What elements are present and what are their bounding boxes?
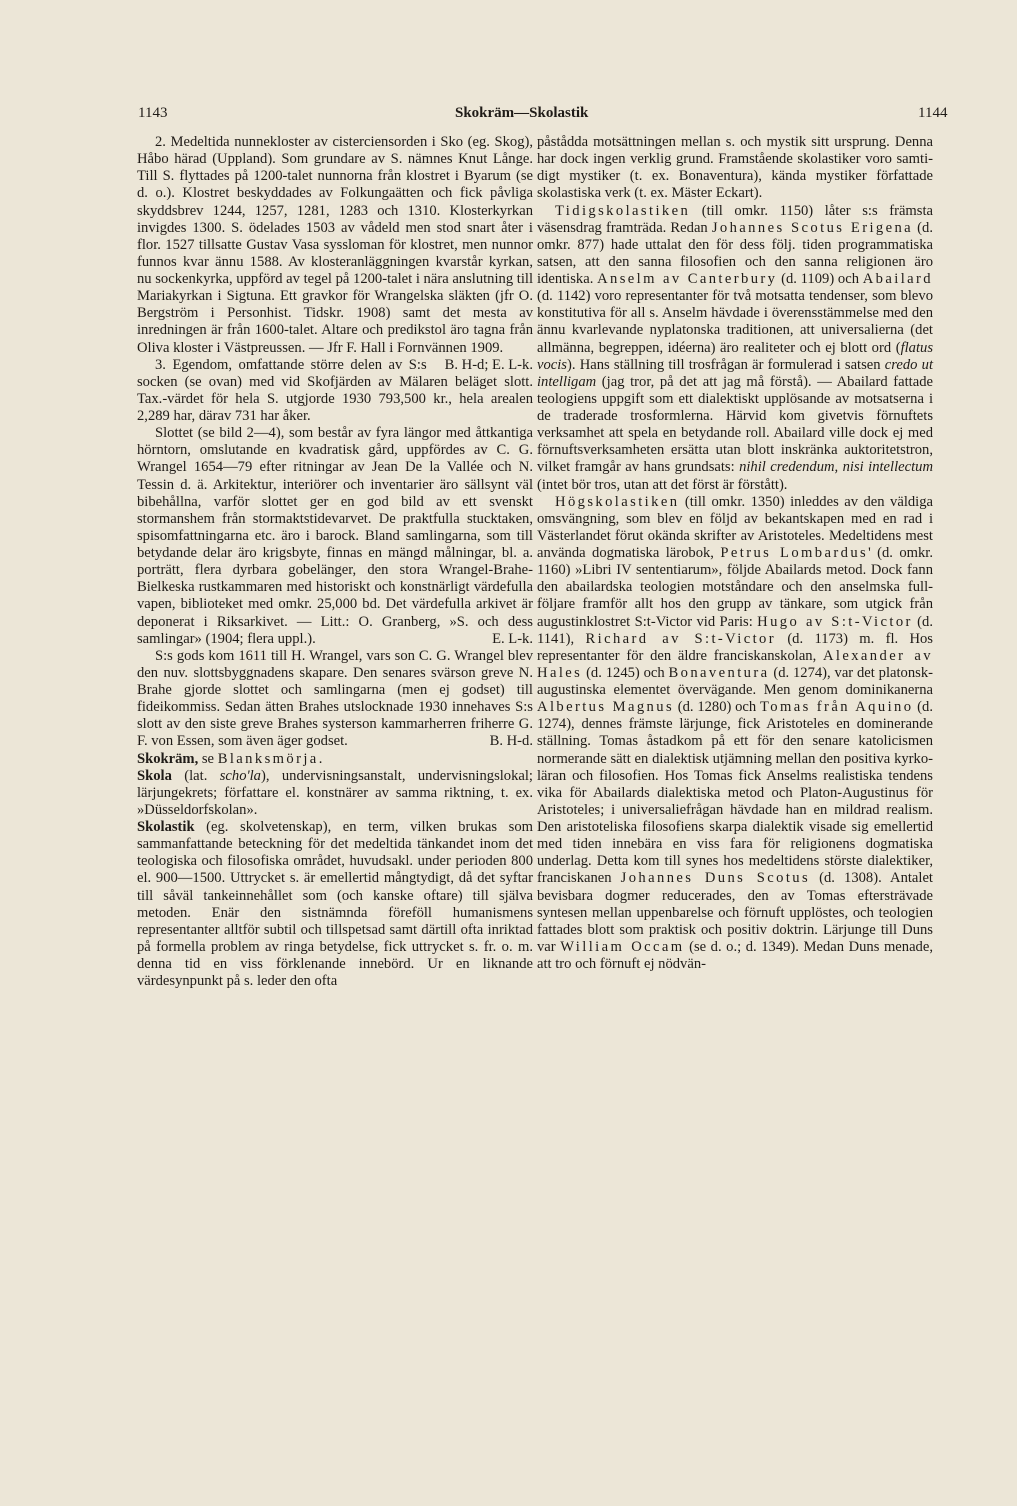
entry-paragraph-slottet: Slottet (se bild 2—4), som består av fyra längor med åttkantiga hörntorn, omslutande en kvadratisk gård, uppfördes av C. G. Wrangel 1654—79 efter ritningar av Jean De la Vallée och N. Tessin d. ä. Arkitektur, interiörer och inventarier äro sällsynt väl bibehållna, varför slottet ger en god bild av ett svenskt stormanshem från stormaktstidevarvet. De praktfulla stucktaken, spisomfattningarna etc. äro i barock. Bland samlingarna, som till betydande delar äro krigsbyte, finnas en mängd målningar, bl. a. porträtt, flera dyrbara gobelänger, den stora Wrangel-Brahe-Bielkeska rustkammaren med historiskt och konstnärligt värdefulla vapen, biblioteket med omkr. 25,000 bd. Det värdefulla arkivet är deponerat i Riksarkivet. — Litt.: O. Granberg, »S. och dess samlingar» (1904; flera uppl.). E. L-k. bbox=[137, 425, 533, 647]
entry-paragraph-continuation: påstådda motsättningen mellan s. och mystik sitt ursprung. Denna har dock ingen verklig grund. Framstående skolastiker voro samtidigt mystiker (t. ex. Bonaventura), kända mystiker författade skolastiska verk (t. ex. Mäster Eckart). bbox=[537, 134, 933, 202]
entry-paragraph-gods: S:s gods kom 1611 till H. Wrangel, vars son C. G. Wrangel blev den nuv. slottsbyggnadens skapare. Den senares svärson greve N. Brahe gjorde slottet och samlingarna (men ej godset) till fideikommiss. Sedan ätten Brahes utslocknade 1930 innehaves S:s slott av den siste greve Brahes systerson kammarherren friherre G. F. von Essen, som även äger godset. B. H-d. bbox=[137, 647, 533, 750]
entry-paragraph-hogskolastiken: Högskolastiken (till omkr. 1350) inleddes av den väldiga omsvängning, som blev en följd av bekantskapen med en rad i Västerlandet förut okända skrifter av Aristoteles. Medeltidens mest använda dogmatiska lärobok, Petrus Lombardus' (d. omkr. 1160) »Libri IV sententiarum», följde Abailards metod. Dock fann den abailardska teologien motståndare och den anselmska fullföljare framför allt hos den grupp av tänkare, som utgick från augustinklostret S:t-Victor vid Paris: Hugo av S:t-Victor (d. 1141), Richard av S:t-Victor (d. 1173) m. fl. Hos representanter för den äldre franciskanskolan, Alexander av Hales (d. 1245) och Bonaventura (d. 1274), var det platonsk-augustinska elementet övervägande. Men genom dominikanerna Albertus Magnus (d. 1280) och Tomas från Aquino (d. 1274), dennes främste lärjunge, fick Aristoteles en dominerande ställning. Tomas åstadkom på ett för den senare katolicismen normerande sätt en dialektisk utjämning mellan den positiva kyrkoläran och filosofien. Hos Tomas fick Anselms realistiska tendens vika för Abailards dialektiska metod och Platon-Augustinus för Aristoteles; i universaliefrågan hävdade han en mildrad realism. Den aristoteliska filosofiens skarpa dialektik visade sig emellertid med tiden innebära en viss fara för religionens dogmatiska underlag. Detta kom till synes hos medeltidens störste dialektiker, franciskanen Johannes Duns Scotus (d. 1308). Antalet bevisbara dogmer reducerades, den av Tomas eftersträvade syntesen mellan uppenbarelse och förnuft upplöstes, och teologien fattades blott som praktisk och positiv doktrin. Lärjunge till Duns var William Occam (se d. o.; d. 1349). Medan Duns menade, att tro och förnuft ej nödvän- bbox=[537, 493, 934, 972]
entry-skokram: Skokräm, se Blanksmörja. bbox=[137, 750, 323, 767]
author-signature: E. L-k. bbox=[492, 630, 533, 647]
headword-skola: Skola bbox=[137, 767, 172, 784]
entry-paragraph-egendom: 3. Egendom, omfattande större delen av S:s socken (se ovan) med vid Skofjärden av Mälaren beläget slott. Tax.-värdet för hela S. utgjorde 1930 793,500 kr., hela arealen 2,289 har, därav 731 har åker. bbox=[137, 356, 533, 424]
entry-skolastik: Skolastik (eg. skolvetenskap), en term, vilken brukas som sammanfattande beteckning för det medeltida tänkandet inom det teologiska och filosofiska området, huvudsakl. under perioden 800 el. 900—1500. Uttrycket s. är emellertid mångtydigt, då det syftar till såväl tankeinnehållet som (och kanske oftare) till själva metoden. Enär den sistnämnda föreföll humanismens representanter alltför subtil och tillspetsad samt därtill ofta inriktad på formella problem av ringa betydelse, fick uttrycket s. fr. o. m. denna tid en viss förklenande innebörd. Ur en liknande värdesynpunkt på s. leder den ofta bbox=[137, 819, 533, 990]
running-title: Skokräm—Skolastik bbox=[455, 105, 589, 121]
left-column bbox=[137, 134, 533, 990]
entry-paragraph-nunnekloster: 2. Medeltida nunnekloster av cisterciensorden i Sko (eg. Skog), Håbo härad (Uppland). Som grundare av S. nämnes Knut Långe. Till S. flyttades på 1200-talet nunnorna från klostret i Byarum (se d. o.). Klostret beskyddades av Folkungaätten och fick påvliga skyddsbrev 1244, 1257, 1281, 1283 och 1310. Klosterkyrkan invigdes 1300. S. ödelades 1503 av vådeld men stod snart åter i flor. 1527 tillsatte Gustav Vasa syssloman för klostret, men nunnor funnos kvar ännu 1588. Av klosteranläggningen kvarstår kyrkan, nu sockenkyrka, uppförd av tegel på 1200-talet i nära anslutning till Mariakyrkan i Sigtuna. Ett gravkor för Wrangelska släkten (jfr O. Bergström i Personhist. Tidskr. 1908) samt det mesta av inredningen är från 1600-talet. Altare och predikstol äro tagna från Oliva kloster i Västpreussen. — Jfr F. Hall i Fornvännen 1909. B. H-d; E. L-k. bbox=[137, 134, 533, 373]
entry-skola: Skola (lat. scho'la), undervisningsanstalt, undervisningslokal; lärjungekrets; författare el. konstnärer av samma riktning, t. ex. »Düsseldorfskolan». bbox=[137, 767, 533, 818]
right-column bbox=[537, 134, 933, 973]
headword-skolastik: Skolastik bbox=[137, 819, 195, 835]
entry-paragraph-tidigskolastiken: Tidigskolastiken (till omkr. 1150) låter s:s främsta väsensdrag framträda. Redan Johannes Scotus Erigena (d. omkr. 877) hade uttalat den för dess följ. tiden programmatiska satsen, att den sanna filosofien och den sanna religionen äro identiska. Anselm av Canterbury (d. 1109) och Abailard (d. 1142) voro representanter för två motsatta tendenser, som blevo konstitutiva för all s. Anselm hävdade i överensstämmelse med den ännu kvarlevande nyplatonska traditionen, att universalierna (det allmänna, begreppen, idéerna) äro realiteter och ej blott ord (flatus vocis). Hans ställning till trosfrågan är formulerad i satsen credo ut intelligam (jag tror, på det att jag må förstå). — Abailard fattade teologiens uppgift som ett dialektiskt upplösande av motsatserna i de traderade trosformlerna. Härvid kom givetvis förnuftets verksamhet att spela en betydande roll. Abailard ville dock ej med förnuftsverksamheten ersätta utan blott inskränka auktoritetstron, vilket framgår av hans grundsats: nihil credendum, nisi intellectum (intet bör tros, utan att det först är förstått). bbox=[537, 202, 933, 493]
page-number-left: 1143 bbox=[138, 105, 168, 121]
author-signature: B. H-d; E. L-k. bbox=[444, 356, 533, 373]
cross-reference-link[interactable]: Blanksmörja bbox=[217, 750, 319, 767]
page-number-right: 1144 bbox=[918, 105, 948, 121]
author-signature: B. H-d. bbox=[489, 733, 533, 750]
headword-skokram: Skokräm, bbox=[137, 750, 199, 767]
page-header bbox=[0, 105, 1017, 129]
